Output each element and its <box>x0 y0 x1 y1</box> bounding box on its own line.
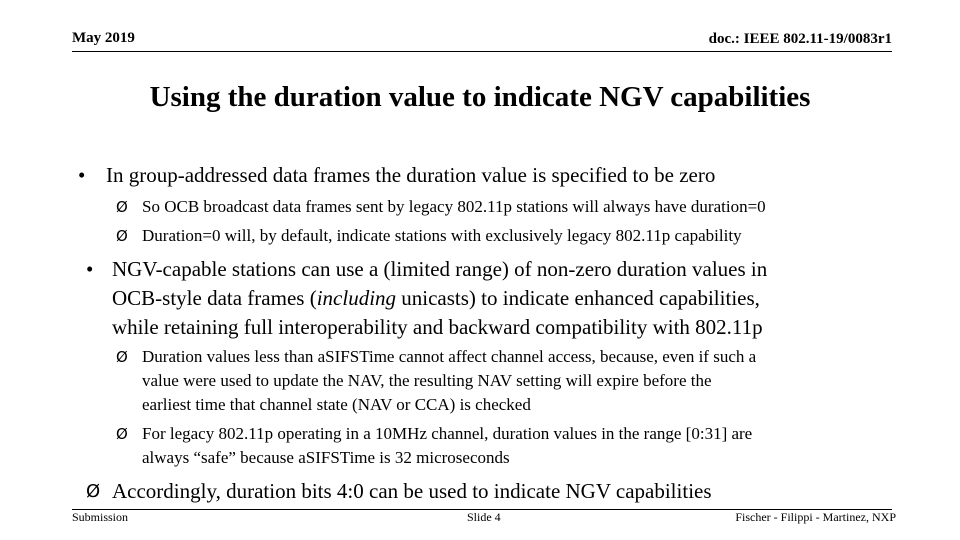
bullet-2-sub-1-line-1: Duration values less than aSIFSTime cannot affect channel access, because, even if such a <box>142 347 757 366</box>
footer-slide-number: Slide 4 <box>467 510 501 524</box>
header-date: May 2019 <box>72 30 135 46</box>
bullet-1-sub-2-text: Duration=0 will, by default, indicate stations with exclusively legacy 802.11p capability <box>142 226 742 245</box>
arrow-bullet-icon: Ø <box>116 227 128 245</box>
bullet-2-line-2-pre: OCB-style data frames ( <box>112 286 317 310</box>
arrow-bullet-icon: Ø <box>116 198 128 216</box>
bullet-2-line-3: while retaining full interoperability and backward compatibility with 802.11p <box>112 315 763 339</box>
bullet-2-sub-1-line-3: earliest time that channel state (NAV or CCA) is checked <box>142 395 531 414</box>
bullet-2-line-2-post: unicasts) to indicate enhanced capabilities, <box>396 286 760 310</box>
bullet-dot-icon: • <box>78 163 86 187</box>
arrow-bullet-icon: Ø <box>116 425 128 443</box>
bullet-2-sub-2-line-2: always “safe” because aSIFSTime is 32 microseconds <box>142 448 510 467</box>
bullet-2-sub-1-line-2: value were used to update the NAV, the resulting NAV setting will expire before the <box>142 371 712 390</box>
arrow-bullet-icon: Ø <box>116 348 128 366</box>
bullet-2-emphasis: including <box>316 286 397 310</box>
bullet-dot-icon: • <box>86 257 94 281</box>
footer-submission: Submission <box>72 510 129 524</box>
bullet-2-line-1: NGV-capable stations can use a (limited range) of non-zero duration values in <box>112 257 768 281</box>
bullet-1-text: In group-addressed data frames the duration value is specified to be zero <box>106 163 716 187</box>
slide-title: Using the duration value to indicate NGV capabilities <box>149 81 811 113</box>
header-divider <box>72 51 892 52</box>
bullet-2-sub-2-line-1: For legacy 802.11p operating in a 10MHz channel, duration values in the range [0:31] are <box>142 424 753 443</box>
bullet-3-text: Accordingly, duration bits 4:0 can be used to indicate NGV capabilities <box>112 479 712 503</box>
arrow-bullet-icon: Ø <box>86 481 101 502</box>
header-doc-id: doc.: IEEE 802.11-19/0083r1 <box>708 31 892 47</box>
bullet-2-line-2 <box>112 284 760 313</box>
bullet-1-sub-1-text: So OCB broadcast data frames sent by legacy 802.11p stations will always have duration=0 <box>142 197 766 216</box>
footer-authors: Fischer - Filippi - Martinez, NXP <box>735 510 896 524</box>
